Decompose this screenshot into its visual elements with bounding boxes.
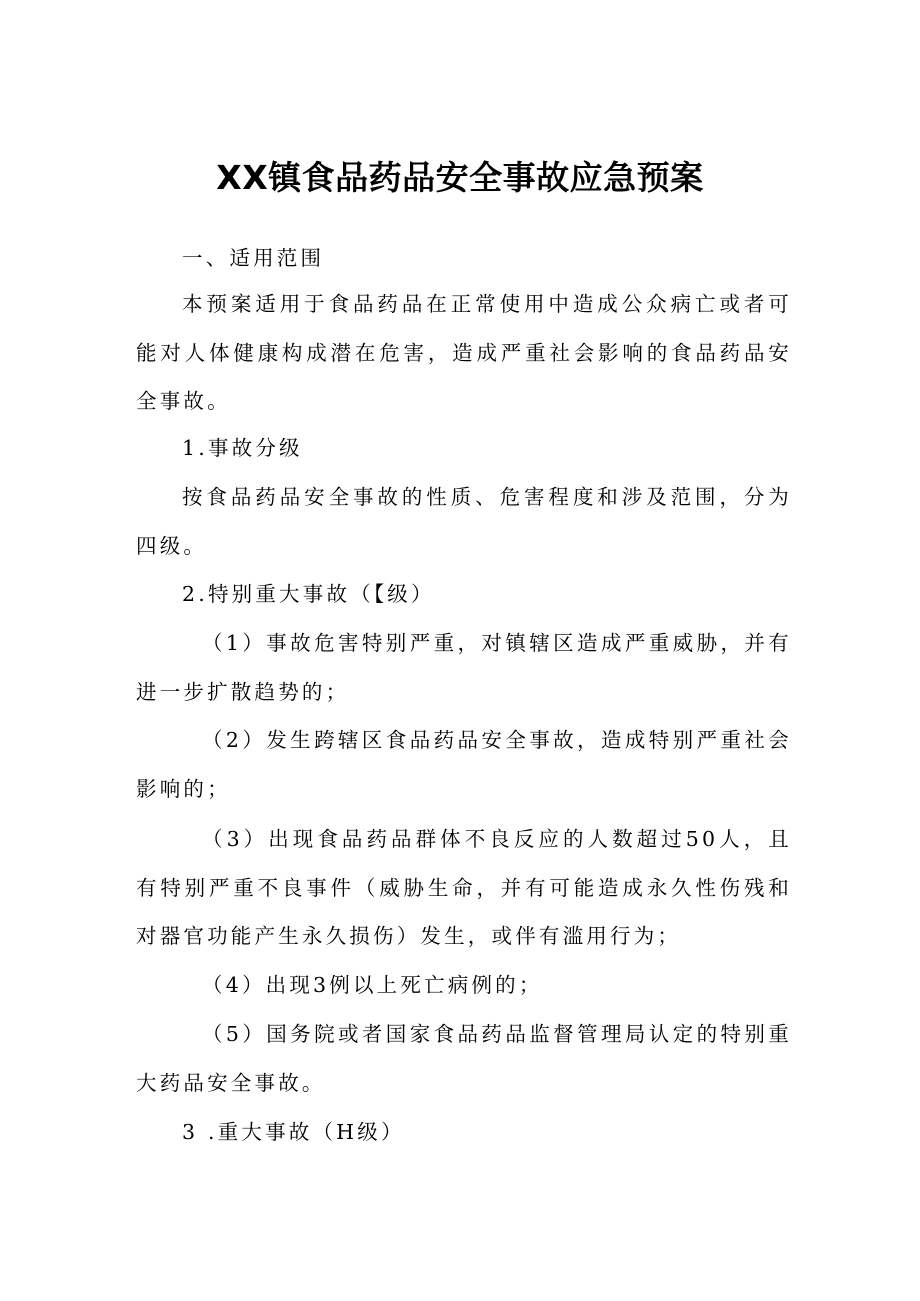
list-item-4: （4）出现3例以上死亡病例的； <box>202 973 543 997</box>
document-title: XX镇食品药品安全事故应急预案 <box>216 158 704 197</box>
paragraph-grading-description: 按食品药品安全事故的性质、危害程度和涉及范围，分为四级。 <box>136 485 792 558</box>
list-item-3: （3）出现食品药品群体不良反应的人数超过50人，且有特别严重不良事件（威胁生命，并有可能造成永久性伤残和对器官功能产生永久损伤）发生，或伴有滥用行为； <box>136 827 792 948</box>
paragraph-scope-description: 本预案适用于食品药品在正常使用中造成公众病亡或者可能对人体健康构成潜在危害，造成严重社会影响的食品药品安全事故。 <box>136 292 792 413</box>
list-item-2: （2）发生跨辖区食品药品安全事故，造成特别严重社会影响的； <box>136 728 792 801</box>
subheading-accident-grading: 1.事故分级 <box>182 436 303 460</box>
list-item-5: （5）国务院或者国家食品药品监督管理局认定的特别重大药品安全事故。 <box>136 1022 792 1095</box>
subheading-level-2: 3 .重大事故（H级） <box>182 1120 405 1144</box>
section-heading-scope: 一、适用范围 <box>182 246 325 270</box>
list-item-1: （1）事故危害特别严重，对镇辖区造成严重威胁，并有进一步扩散趋势的； <box>136 631 792 704</box>
subheading-level-1: 2.特别重大事故（【级） <box>182 582 435 606</box>
